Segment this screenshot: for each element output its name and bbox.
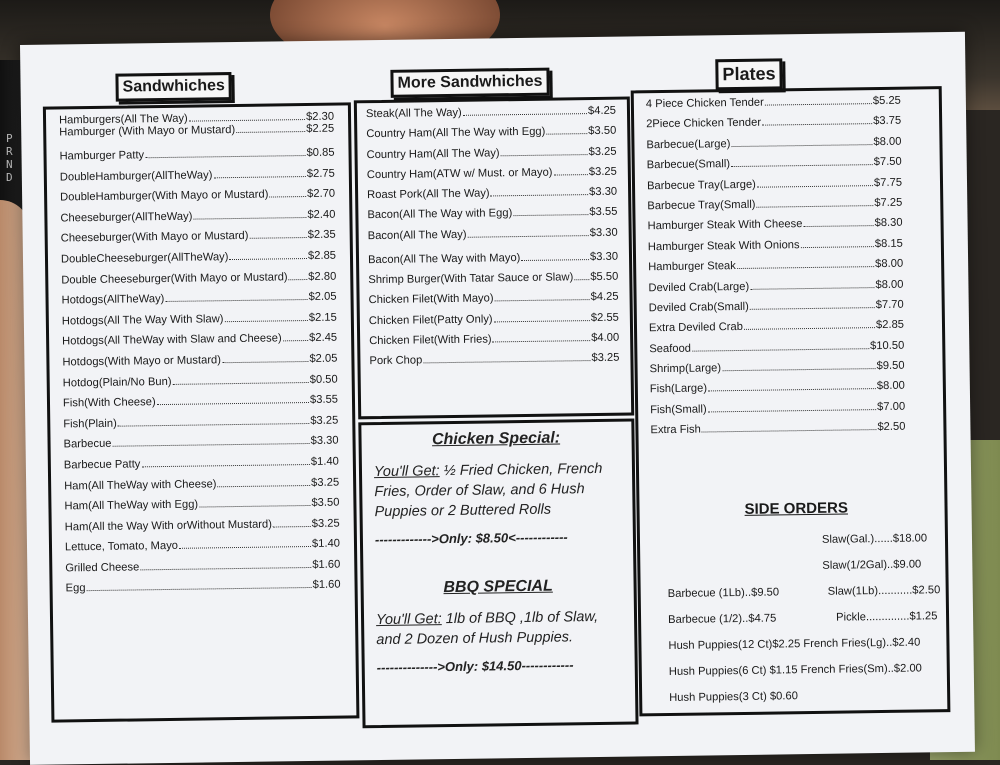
menu-item-name: Ham(All TheWay with Egg) (64, 498, 199, 513)
bbq-special-price: -------------->Only: $14.50------------ (376, 657, 574, 676)
menu-item-price: $2.30 (305, 110, 335, 124)
leader-dots (250, 237, 307, 239)
menu-item (367, 166, 617, 181)
menu-item (65, 558, 340, 574)
menu-item-price: $8.15 (874, 237, 903, 250)
menu-item-name: Barbecue Tray(Large) (646, 178, 756, 192)
leader-dots (140, 567, 311, 570)
menu-item (61, 229, 336, 245)
menu-item-name: Chicken Filet(With Mayo) (368, 292, 494, 307)
leader-dots (141, 464, 309, 467)
menu-item-price: $4.25 (590, 291, 619, 304)
leader-dots (463, 113, 587, 116)
menu-item-price: $2.35 (307, 228, 336, 242)
leader-dots (179, 546, 311, 549)
menu-item (60, 167, 335, 183)
leader-dots (145, 155, 305, 158)
menu-item-price: $3.25 (311, 476, 340, 489)
leader-dots (744, 327, 875, 330)
side-order-line: Slaw(1Lb)...........$2.50 (827, 584, 941, 598)
menu-item-price: $4.25 (587, 104, 617, 118)
menu-item-name: Hamburger Steak With Cheese (647, 218, 803, 233)
menu-item-name: DoubleHamburger(AllTheWay) (59, 168, 213, 184)
leader-dots (87, 587, 312, 591)
menu-item-price: $2.05 (308, 290, 337, 304)
menu-item-price: $7.25 (874, 196, 903, 210)
menu-item (63, 394, 338, 410)
menu-item-name: DoubleHamburger(With Mayo or Mustard) (60, 188, 269, 204)
bbq-special (376, 577, 622, 675)
leader-dots (554, 174, 588, 175)
menu-item-name: Hamburger Steak (648, 260, 736, 274)
menu-item-price: $10.50 (869, 339, 905, 352)
leader-dots (165, 299, 307, 302)
menu-item-name: Roast Pork(All The Way) (367, 187, 490, 202)
sandwiches-list (59, 111, 341, 604)
menu-item (650, 421, 905, 437)
menu-item (650, 401, 905, 417)
leader-dots (423, 360, 590, 363)
menu-item (648, 278, 903, 294)
menu-item-name: Bacon(All The Way) (367, 228, 467, 242)
menu-item (60, 188, 335, 204)
leader-dots (722, 368, 875, 371)
side-order-line: Hush Puppies(3 Ct) $0.60 (669, 690, 798, 704)
menu-item-price: $3.30 (589, 226, 618, 239)
menu-item (646, 95, 901, 111)
menu-item-name: Cheeseburger(With Mayo or Mustard) (60, 230, 249, 245)
menu-item-price: $0.50 (309, 373, 338, 386)
menu-item-price: $3.25 (588, 165, 617, 178)
menu-item-name: Chicken Filet(Patty Only) (368, 313, 493, 327)
leader-dots (801, 246, 874, 248)
menu-item-price: $2.75 (306, 167, 335, 180)
menu-item-price: $2.80 (308, 270, 337, 283)
menu-item (62, 353, 337, 369)
menu-item-price: $2.15 (308, 311, 337, 324)
menu-item-price: $2.45 (309, 331, 338, 345)
leader-dots (757, 185, 873, 188)
plates-heading: Plates (715, 58, 782, 90)
leader-dots (273, 526, 311, 528)
menu-item-name: Extra Deviled Crab (648, 321, 743, 335)
leader-dots (692, 348, 869, 351)
side-order-line: Slaw(1/2Gal)..$9.00 (822, 558, 922, 572)
side-orders-heading: SIDE ORDERS (744, 499, 849, 518)
menu-item-name: Hamburger (With Mayo or Mustard) (59, 124, 236, 139)
menu-item (64, 497, 339, 513)
bbq-special-lead: You'll Get: (375, 611, 442, 629)
menu-item-price: $7.70 (875, 298, 904, 311)
leader-dots (493, 340, 591, 342)
menu-item-price: $9.50 (876, 359, 905, 373)
menu-item (650, 380, 905, 396)
menu-item-price: $2.40 (307, 208, 336, 221)
menu-item-name: Pork Chop (369, 354, 423, 368)
menu-item (648, 258, 903, 274)
menu-item (61, 250, 336, 266)
menu-item (62, 311, 337, 327)
leader-dots (269, 196, 306, 198)
menu-item (366, 145, 616, 160)
leader-dots (225, 320, 308, 322)
menu-item-price: $7.00 (877, 400, 906, 413)
menu-item (649, 299, 904, 315)
chicken-special-body: ½ Fried Chicken, French Fries, Order of Slaw, and 6 Hush Puppies or 2 Buttered Rolls (374, 460, 603, 521)
menu-item-name: Fish(Plain) (63, 417, 117, 431)
menu-item (369, 332, 619, 347)
leader-dots (731, 164, 873, 167)
menu-item (649, 339, 904, 355)
menu-item-price: $1.40 (310, 455, 339, 468)
menu-item (66, 579, 341, 595)
menu-item-name: Hotdogs(All The Way With Slaw) (61, 312, 224, 328)
menu-item-price: $2.50 (877, 420, 906, 434)
leader-dots (737, 266, 874, 269)
menu-item-price: $3.50 (311, 496, 340, 510)
menu-item-name: 2Piece Chicken Tender (646, 117, 762, 131)
menu-item-name: Grilled Cheese (65, 561, 140, 575)
leader-dots (708, 389, 876, 392)
leader-dots (283, 340, 309, 341)
leader-dots (501, 154, 588, 156)
menu-item-name: DoubleCheeseburger(AllTheWay) (60, 251, 229, 266)
menu-item (647, 176, 902, 192)
menu-item-price: $8.00 (875, 278, 904, 291)
menu-item-name: Hotdogs(All TheWay with Slaw and Cheese) (62, 332, 282, 348)
menu-item-name: Hamburger Steak With Onions (647, 238, 800, 253)
leader-dots (495, 299, 590, 301)
menu-item-name: Hotdogs(With Mayo or Mustard) (62, 354, 222, 369)
side-order-line: Barbecue (1/2)..$4.75 (668, 612, 777, 627)
menu-item (61, 270, 336, 286)
more-sandwiches-list (366, 105, 620, 376)
menu-item (646, 135, 901, 151)
menu-item-name: Steak(All The Way) (365, 106, 462, 121)
menu-item-price: $8.00 (875, 257, 904, 271)
menu-item-name: Fish(Large) (649, 382, 708, 396)
menu-item-price: $1.60 (312, 579, 341, 592)
leader-dots (118, 423, 310, 427)
menu-item-price: $1.40 (311, 537, 341, 551)
chicken-special-lead: You'll Get: (373, 463, 440, 481)
leader-dots (762, 124, 872, 127)
chicken-special-title: Chicken Special: (431, 429, 561, 449)
leader-dots (708, 409, 876, 412)
menu-item (60, 208, 335, 224)
menu-item-name: Hamburgers(All The Way) (58, 112, 188, 127)
leader-dots (765, 103, 872, 105)
menu-paper (20, 32, 975, 765)
menu-item (646, 115, 901, 131)
leader-dots (521, 259, 589, 261)
menu-item (62, 332, 337, 348)
leader-dots (189, 119, 305, 122)
menu-item-name: Bacon(All The Way with Mayo) (367, 251, 521, 266)
menu-item (63, 414, 338, 430)
menu-item (648, 237, 903, 253)
menu-item-name: Barbecue(Small) (646, 158, 731, 172)
menu-item (366, 125, 616, 140)
menu-item-price: $3.25 (310, 414, 339, 427)
menu-item-name: Lettuce, Tomato, Mayo (64, 540, 179, 554)
menu-item-name: Double Cheeseburger(With Mayo or Mustard) (61, 270, 288, 287)
menu-item-price: $3.30 (589, 250, 619, 263)
gear-letters: P R N D (6, 132, 13, 184)
leader-dots (513, 215, 588, 217)
menu-item-name: Barbecue Patty (63, 458, 141, 472)
leader-dots (803, 225, 873, 227)
menu-item (647, 197, 902, 213)
menu-item-name: Seafood (649, 342, 692, 355)
menu-item (650, 360, 905, 376)
menu-item-price: $2.25 (306, 122, 335, 136)
chicken-special-price: ------------->Only: $8.50<------------ (374, 529, 568, 548)
menu-item-name: Country Ham(All The Way with Egg) (366, 125, 546, 141)
menu-item-name: Hotdogs(AllTheWay) (61, 293, 165, 307)
leader-dots (468, 235, 589, 238)
menu-item-price: $1.60 (312, 558, 341, 571)
leader-dots (574, 279, 589, 280)
side-order-line: Barbecue (1Lb)..$9.50 (667, 586, 780, 601)
chicken-special (373, 429, 620, 547)
menu-item (63, 373, 338, 389)
menu-item-name: Barbecue Tray(Small) (647, 198, 756, 213)
menu-item (369, 311, 619, 326)
menu-item (366, 105, 616, 120)
menu-item-price: $2.85 (307, 249, 337, 262)
menu-item (64, 435, 339, 451)
menu-item-price: $2.55 (590, 311, 619, 324)
menu-item (369, 352, 619, 367)
side-order-line: Slaw(Gal.)......$18.00 (821, 532, 928, 546)
leader-dots (193, 217, 306, 220)
menu-item-name: Fish(Small) (650, 403, 707, 417)
more-sandwiches-heading: More Sandwhiches (390, 68, 549, 98)
menu-item-price: $4.00 (591, 331, 620, 345)
leader-dots (494, 320, 590, 322)
menu-item-name: Shrimp Burger(With Tatar Sauce or Slaw) (368, 271, 574, 287)
menu-item-price: $7.50 (873, 155, 902, 169)
leader-dots (750, 287, 874, 290)
menu-item-name: Cheeseburger(AllTheWay) (60, 210, 193, 225)
menu-item-name: Country Ham(All The Way) (366, 146, 500, 161)
menu-item-name: Barbecue(Large) (646, 137, 731, 152)
menu-item-price: $3.25 (311, 517, 340, 530)
menu-item-name: Fish(With Cheese) (62, 396, 156, 410)
leader-dots (173, 382, 309, 385)
menu-item-price: $5.50 (590, 270, 619, 284)
menu-item-name: Ham(All the Way With orWithout Mustard) (64, 518, 273, 534)
menu-item-price: $3.55 (589, 206, 618, 219)
menu-item (647, 156, 902, 172)
menu-item (368, 271, 618, 286)
menu-item-name: Hamburger Patty (59, 149, 145, 163)
leader-dots (750, 307, 875, 310)
bbq-special-title: BBQ SPECIAL (443, 577, 553, 597)
menu-item-price: $7.75 (873, 176, 903, 189)
menu-item (61, 291, 336, 307)
menu-item-name: Shrimp(Large) (649, 362, 722, 376)
menu-item-price: $0.85 (306, 146, 335, 160)
leader-dots (157, 402, 309, 405)
sandwiches-heading: Sandwhiches (115, 72, 232, 102)
menu-item-price: $3.30 (310, 434, 339, 448)
menu-item (368, 250, 618, 265)
menu-item-name: Barbecue (63, 438, 112, 451)
leader-dots (731, 144, 872, 147)
menu-item (369, 291, 619, 306)
leader-dots (491, 194, 589, 196)
menu-item-name: Deviled Crab(Small) (648, 300, 749, 315)
side-order-line: Pickle..............$1.25 (835, 610, 938, 624)
menu-item-price: $8.00 (873, 135, 902, 148)
leader-dots (289, 279, 308, 280)
leader-dots (546, 133, 587, 135)
menu-item (648, 217, 903, 233)
leader-dots (222, 361, 308, 363)
menu-item (649, 319, 904, 335)
leader-dots (113, 443, 310, 447)
menu-item (59, 123, 334, 139)
menu-item-price: $3.55 (309, 393, 339, 407)
side-order-line: Hush Puppies(6 Ct) $1.15 French Fries(Sm)..$2.00 (668, 662, 922, 679)
menu-item (65, 538, 340, 554)
side-order-line: Hush Puppies(12 Ct)$2.25 French Fries(Lg)..$2.40 (668, 636, 921, 653)
menu-item-name: Chicken Filet(With Fries) (369, 333, 492, 348)
menu-item-price: $3.50 (588, 124, 617, 138)
menu-item-price: $3.75 (873, 115, 902, 128)
menu-item-name: Extra Fish (650, 423, 701, 437)
leader-dots (236, 131, 305, 133)
menu-item-price: $2.05 (309, 352, 338, 365)
leader-dots (702, 429, 877, 432)
menu-item-price: $2.85 (875, 318, 905, 332)
leader-dots (229, 258, 307, 260)
menu-item-price: $2.70 (307, 187, 336, 201)
menu-item (64, 476, 339, 492)
menu-item (368, 226, 618, 241)
menu-item-price: $3.30 (589, 185, 618, 199)
leader-dots (218, 484, 311, 486)
bbq-special-body: 1lb of BBQ ,1lb of Slaw, and 2 Dozen of Hush Puppies. (376, 608, 599, 649)
menu-item-price: $5.25 (872, 94, 901, 108)
menu-item (367, 206, 617, 221)
leader-dots (213, 176, 305, 178)
plates-list (646, 95, 906, 445)
menu-item-price: $3.25 (591, 351, 620, 365)
leader-dots (199, 505, 310, 508)
menu-item (64, 455, 339, 471)
leader-dots (757, 205, 874, 208)
menu-item (65, 517, 340, 533)
menu-item (367, 186, 617, 201)
menu-item-price: $8.30 (874, 217, 903, 230)
menu-item-name: Deviled Crab(Large) (648, 280, 750, 294)
menu-item-price: $8.00 (876, 380, 905, 393)
menu-item-name: 4 Piece Chicken Tender (645, 96, 764, 111)
menu-item-name: Ham(All TheWay with Cheese) (64, 477, 217, 492)
menu-item-price: $3.25 (588, 145, 617, 158)
menu-item-name: Hotdog(Plain/No Bun) (62, 375, 172, 389)
menu-item (59, 147, 334, 163)
menu-item-name: Country Ham(ATW w/ Must. or Mayo) (366, 166, 553, 182)
menu-item-name: Egg (65, 582, 86, 595)
menu-item-name: Bacon(All The Way with Egg) (367, 207, 513, 222)
